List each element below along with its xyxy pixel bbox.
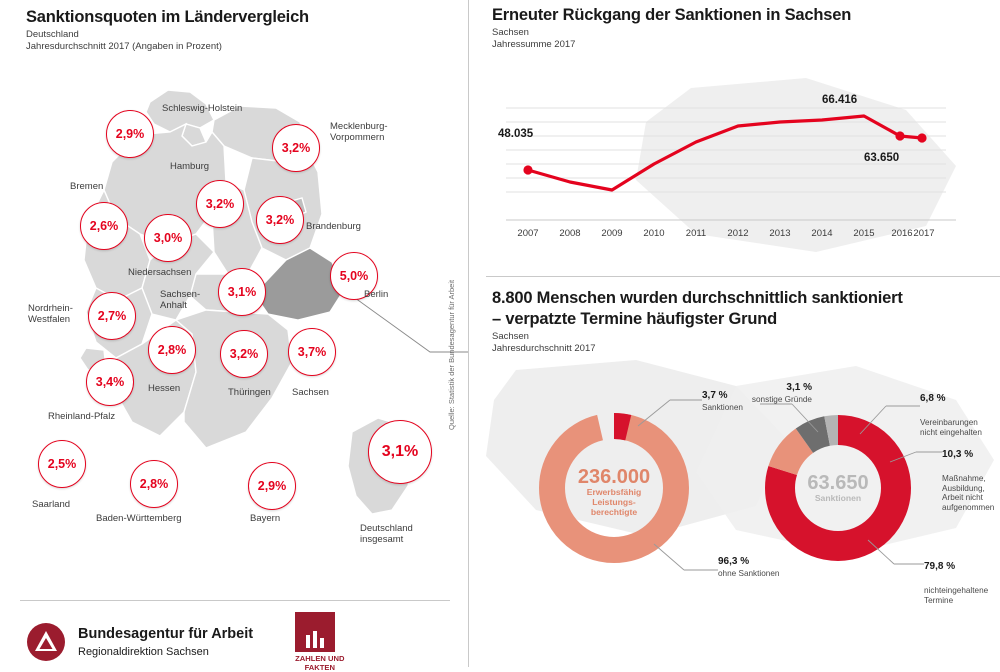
source-note: Quelle: Statistik der Bundesagentur für Arbeit <box>447 279 456 430</box>
callout-right-sonstige <box>734 382 812 405</box>
bubble-niedersachsen: 3,0% <box>144 214 192 262</box>
right-top-title: Erneuter Rückgang der Sanktionen in Sachsen <box>492 6 852 24</box>
vertical-divider <box>468 0 469 667</box>
line-marker-2016 <box>895 131 904 140</box>
label-brandenburg: Brandenburg <box>306 221 361 232</box>
label-baden-wuerttemberg: Baden-Württemberg <box>96 513 182 524</box>
callout-right-termine <box>924 550 988 617</box>
label-bayern: Bayern <box>250 513 281 524</box>
bubble-sachsen: 3,7% <box>288 328 336 376</box>
bubble-nordrhein-westfalen: 2,7% <box>88 292 136 340</box>
bubble-brandenburg: 3,2% <box>256 196 304 244</box>
right-top-subtitle2: Jahressumme 2017 <box>492 39 576 50</box>
background-map-saxony <box>636 78 956 252</box>
label-niedersachsen: Niedersachsen <box>128 267 192 278</box>
right-top-subtitle: Sachsen <box>492 27 529 38</box>
bubble-baden-wuerttemberg: 2,8% <box>130 460 178 508</box>
germany-map <box>0 62 468 597</box>
callout-left-ohne-caption: ohne Sanktionen <box>718 569 780 578</box>
label-mecklenburg-vorpommern: Mecklenburg- Vorpommern <box>330 121 388 143</box>
callout-left-sanktionen-value: 3,7 % <box>702 390 728 401</box>
bubble-bremen: 2,6% <box>80 202 128 250</box>
germany-map-svg <box>0 62 468 597</box>
label-hamburg: Hamburg <box>170 161 210 172</box>
footer-divider <box>20 600 450 601</box>
right-horizontal-divider <box>486 276 1000 277</box>
x-tick-2008: 2008 <box>559 228 581 239</box>
bubble-berlin: 5,0% <box>330 252 378 300</box>
left-title: Sanktionsquoten im Ländervergleich <box>26 8 309 26</box>
label-deutschland-total: Deutschland insgesamt <box>360 523 413 545</box>
line-value-2007: 48.035 <box>498 128 534 140</box>
callout-right-termine-caption: nichteingehaltene Termine <box>924 585 989 605</box>
label-bremen: Bremen <box>70 181 104 192</box>
donut-right-value: 63.650 <box>807 472 869 494</box>
sanctions-line-chart <box>486 70 996 270</box>
label-schleswig-holstein: Schleswig-Holstein <box>162 103 243 114</box>
x-tick-2017: 2017 <box>913 228 935 239</box>
right-bottom-subtitle: Sachsen <box>492 331 529 343</box>
bar-chart-icon <box>304 629 326 649</box>
line-value-2017: 63.650 <box>864 152 900 164</box>
callout-right-massnahme <box>942 438 994 525</box>
label-saarland: Saarland <box>32 499 71 510</box>
x-tick-2009: 2009 <box>601 228 623 239</box>
callout-left-ohne-sanktionen <box>718 556 779 579</box>
callout-right-vereinbarungen-value: 6,8 % <box>920 393 946 405</box>
x-tick-2015: 2015 <box>853 228 875 239</box>
x-tick-2012: 2012 <box>727 228 749 239</box>
bubble-deutschland-total: 3,1% <box>368 420 432 484</box>
zahlen-und-fakten-icon <box>295 612 335 652</box>
bubble-hessen: 2,8% <box>148 326 196 374</box>
label-thueringen: Thüringen <box>228 387 271 398</box>
bubble-saarland: 2,5% <box>38 440 86 488</box>
label-rheinland-pfalz: Rheinland-Pfalz <box>48 411 116 422</box>
right-bottom-title-1: 8.800 Menschen wurden durchschnittlich sanktioniert <box>492 289 903 307</box>
right-bottom-header <box>492 288 992 354</box>
bubble-mecklenburg-vorpommern: 3,2% <box>272 124 320 172</box>
bubble-bayern: 2,9% <box>248 462 296 510</box>
donut-left-value: 236.000 <box>577 466 651 488</box>
x-tick-2010: 2010 <box>643 228 665 239</box>
x-tick-2016: 2016 <box>891 228 913 239</box>
bubble-rheinland-pfalz: 3,4% <box>86 358 134 406</box>
left-subtitle: Deutschland <box>26 29 79 40</box>
line-value-2015: 66.416 <box>822 94 858 106</box>
agency-sub: Regionaldirektion Sachsen <box>78 646 209 659</box>
label-hessen: Hessen <box>148 383 181 394</box>
donut-left-label-2: Leistungs- <box>592 497 636 508</box>
right-bottom-title-2: – verpatzte Termine häufigster Grund <box>492 309 777 328</box>
x-tick-2014: 2014 <box>811 228 833 239</box>
callout-right-sonstige-value: 3,1 % <box>786 382 812 393</box>
label-berlin: Berlin <box>364 289 389 300</box>
bubble-hamburg: 3,2% <box>196 180 244 228</box>
donut-right-label-1: Sanktionen <box>814 493 862 504</box>
bubble-sachsen-anhalt: 3,1% <box>218 268 266 316</box>
agency-name: Bundesagentur für Arbeit <box>78 626 254 643</box>
donut-right-center <box>782 472 894 504</box>
donut-left-label-3: berechtigte <box>590 506 638 517</box>
bubble-thueringen: 3,2% <box>220 330 268 378</box>
x-tick-2011: 2011 <box>685 228 707 239</box>
donut-charts <box>486 360 1000 605</box>
donut-left-label-1: Erwerbsfähig <box>586 487 642 498</box>
right-bottom-subtitle2: Jahresdurchschnitt 2017 <box>492 343 596 355</box>
callout-right-vereinbarungen-caption: Vereinbarungen nicht eingehalten <box>920 417 982 437</box>
line-marker-2017 <box>917 133 926 142</box>
callout-right-massnahme-caption: Maßnahme, Ausbildung, Arbeit nicht aufgenommen <box>942 473 995 513</box>
zuf-line2: FAKTEN <box>304 662 335 672</box>
bubble-schleswig-holstein: 2,9% <box>106 110 154 158</box>
callout-left-sanktionen-caption: Sanktionen <box>702 403 743 412</box>
line-marker-2007 <box>523 165 532 174</box>
callout-right-termine-value: 79,8 % <box>924 561 956 573</box>
x-tick-2013: 2013 <box>769 228 791 239</box>
callout-right-massnahme-value: 10,3 % <box>942 449 974 461</box>
zuf-line1: ZAHLEN UND <box>295 654 345 663</box>
left-header <box>26 8 456 52</box>
callout-right-sonstige-caption: sonstige Gründe <box>751 395 812 404</box>
x-tick-2007: 2007 <box>517 228 539 239</box>
donut-left-center <box>554 466 674 517</box>
right-top-header <box>492 6 992 50</box>
callout-left-ohne-value: 96,3 % <box>718 556 750 567</box>
label-sachsen: Sachsen <box>292 387 329 398</box>
label-nordrhein-westfalen: Nordrhein- Westfalen <box>28 303 73 325</box>
line-chart-svg <box>486 70 996 270</box>
footer <box>26 612 466 672</box>
left-subtitle2: Jahresdurchschnitt 2017 (Angaben in Prozent) <box>26 41 222 52</box>
ba-logo-icon <box>26 622 66 662</box>
label-sachsen-anhalt: Sachsen- Anhalt <box>160 289 201 311</box>
